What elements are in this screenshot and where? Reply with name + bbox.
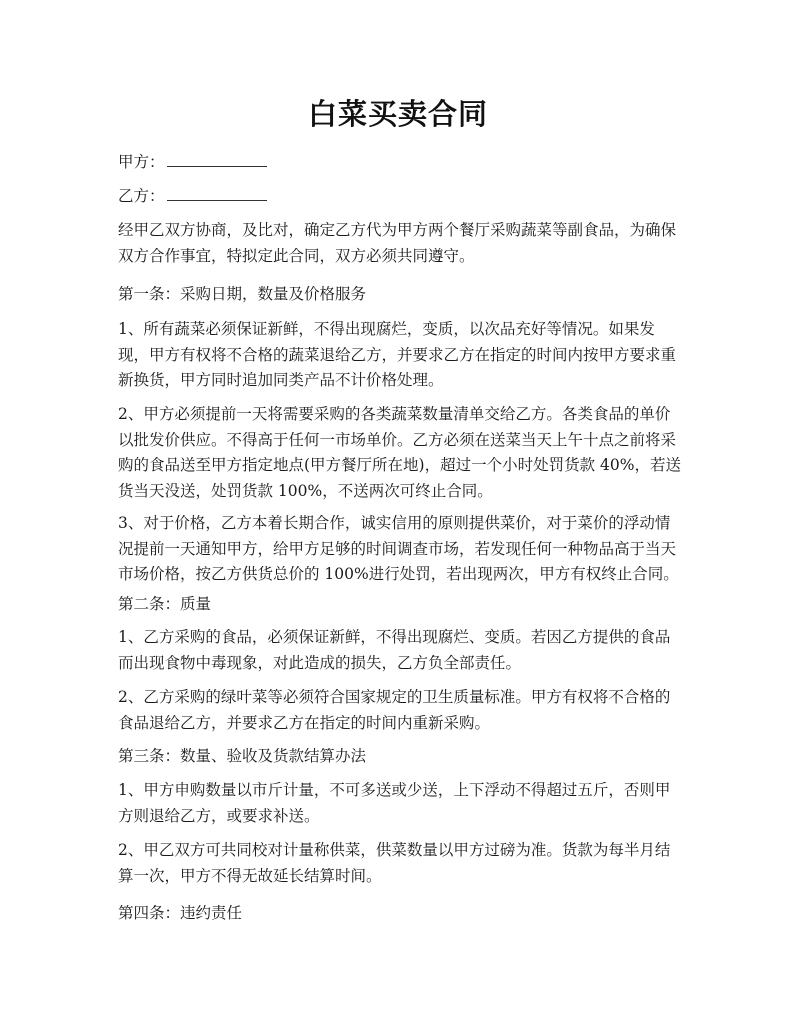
intro-line: 双方合作事宜，特拟定此合同，双方必须共同遵守。 bbox=[118, 246, 475, 265]
paragraph-line: 况提前一天通知甲方，给甲方足够的时间调查市场，若发现任何一种物品高于当天 bbox=[118, 539, 677, 558]
paragraph-line: 市场价格，按乙方供货总价的 100%进行处罚，若出现两次，甲方有权终止合同。 bbox=[118, 565, 679, 583]
article2-item2 bbox=[118, 685, 683, 736]
article1-item3 bbox=[118, 511, 683, 588]
article4-heading: 第四条：违约责任 bbox=[118, 904, 243, 922]
paragraph-line: 货当天没送，处罚货款 100%，不送两次可终止合同。 bbox=[118, 481, 493, 500]
article2-item1 bbox=[118, 625, 683, 676]
document-title: 白菜买卖合同 bbox=[307, 97, 488, 131]
paragraph-line: 2、甲方必须提前一天将需要采购的各类蔬菜数量清单交给乙方。各类食品的单价 bbox=[118, 405, 671, 423]
party-a-label: 甲方： bbox=[118, 153, 165, 171]
paragraph-line: 方则退给乙方，或要求补送。 bbox=[118, 806, 320, 825]
party-a-line bbox=[118, 150, 267, 174]
paragraph-line: 以批发价供应。不得高于任何一市场单价。乙方必须在送菜当天上午十点之前将采 bbox=[118, 430, 677, 449]
party-b-line bbox=[118, 184, 267, 208]
party-b-blank bbox=[167, 184, 267, 201]
paragraph-line: 1、乙方采购的食品，必须保证新鲜，不得出现腐烂、变质。若因乙方提供的食品 bbox=[118, 628, 671, 646]
article3-item2 bbox=[118, 838, 683, 889]
party-a-blank bbox=[167, 150, 267, 167]
intro-paragraph bbox=[118, 218, 683, 269]
paragraph-line: 食品退给乙方，并要求乙方在指定的时间内重新采购。 bbox=[118, 713, 491, 732]
paragraph-line: 3、对于价格，乙方本着长期合作，诚实信用的原则提供菜价，对于菜价的浮动情 bbox=[118, 514, 671, 532]
intro-line: 经甲乙双方协商，及比对，确定乙方代为甲方两个餐厅采购蔬菜等副食品，为确保 bbox=[118, 221, 677, 239]
article1-item1 bbox=[118, 317, 683, 394]
article1-heading: 第一条：采购日期，数量及价格服务 bbox=[118, 285, 367, 303]
paragraph-line: 购的食品送至甲方指定地点(甲方餐厅所在地)，超过一个小时处罚货款 40%，若送 bbox=[118, 456, 681, 474]
paragraph-line: 算一次，甲方不得无故延长结算时间。 bbox=[118, 866, 382, 885]
article3-heading: 第三条：数量、验收及货款结算办法 bbox=[118, 747, 367, 765]
paragraph-line: 新换货，甲方同时追加同类产品不计价格处理。 bbox=[118, 371, 444, 389]
paragraph-line: 而出现食物中毒现象，对此造成的损失，乙方负全部责任。 bbox=[118, 653, 522, 672]
paragraph-line: 现，甲方有权将不合格的蔬菜退给乙方，并要求乙方在指定的时间内按甲方要求重 bbox=[118, 345, 677, 364]
article3-item1 bbox=[118, 778, 683, 829]
paragraph-line: 2、乙方采购的绿叶菜等必须符合国家规定的卫生质量标准。甲方有权将不合格的 bbox=[118, 688, 671, 706]
paragraph-line: 1、所有蔬菜必须保证新鲜，不得出现腐烂，变质，以次品充好等情况。如果发 bbox=[118, 320, 655, 338]
article1-item2 bbox=[118, 402, 683, 504]
party-b-label: 乙方： bbox=[118, 187, 165, 205]
paragraph-line: 2、甲乙双方可共同校对计量称供菜，供菜数量以甲方过磅为准。货款为每半月结 bbox=[118, 841, 671, 859]
paragraph-line: 1、甲方申购数量以市斤计量，不可多送或少送，上下浮动不得超过五斤，否则甲 bbox=[118, 781, 671, 799]
article2-heading: 第二条：质量 bbox=[118, 595, 212, 613]
